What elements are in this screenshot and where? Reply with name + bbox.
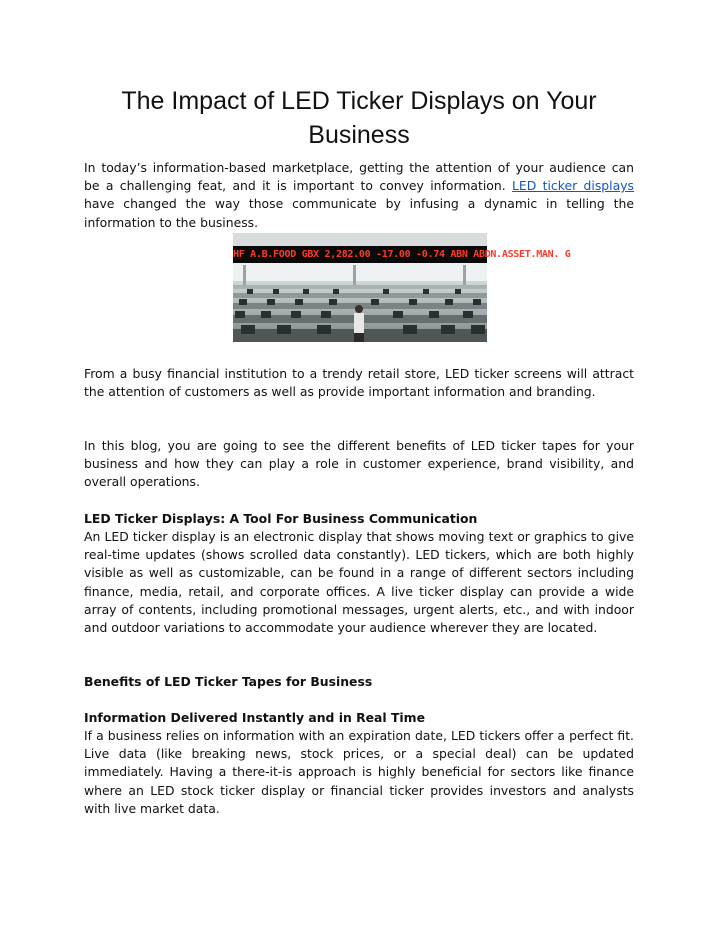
section-heading-benefits: Benefits of LED Ticker Tapes for Business	[84, 674, 373, 689]
paragraph-2: From a busy financial institution to a trendy retail store, LED ticker screens will attract the attention of customers as well as provide important information and branding.	[84, 366, 634, 400]
page-title: The Impact of LED Ticker Displays on Your Business	[121, 87, 597, 149]
trading-floor-photo	[233, 233, 571, 342]
section-heading-communication: LED Ticker Displays: A Tool For Business Communication	[84, 511, 478, 526]
intro-text-after: have changed the way those communicate by infusing a dynamic in telling the information to the business.	[84, 196, 634, 230]
office-scene-icon	[233, 233, 487, 342]
paragraph-3: In this blog, you are going to see the different benefits of LED ticker tapes for your business and how they can play a role in customer experience, brand visibility, and overall operations.	[84, 438, 634, 490]
subsection-heading-realtime: Information Delivered Instantly and in Real Time	[84, 710, 425, 725]
ticker-text: HF A.B.FOOD GBX 2,282.00 -17.00 -0.74 ABN ABDN.ASSET.MAN. G	[233, 249, 571, 260]
paragraph-5: If a business relies on information with an expiration date, LED tickers offer a perfect fit. Live data (like breaking news, stock prices, or a special deal) can be updated immediately. Having a there-it-is approach is highly beneficial for sectors like finance where an LED stock ticker display or financial ticker provides investors and analysts with live market data.	[84, 728, 634, 816]
paragraph-4: An LED ticker display is an electronic display that shows moving text or graphics to give real-time updates (shows scrolled data constantly). LED tickers, which are both highly visible as well as customizable, can be found in a range of different sectors including finance, media, retail, and corporate offices. A live ticker display can provide a wide array of contents, including promotional messages, urgent alerts, etc., and with indoor and outdoor variations to accommodate your audience wherever they are located.	[84, 529, 634, 636]
led-ticker-displays-link[interactable]: LED ticker displays	[512, 178, 634, 194]
intro-paragraph	[84, 159, 634, 232]
intro-text-before: In today’s information-based marketplace, getting the attention of your audience can be a challenging feat, and it is important to convey information.	[84, 160, 634, 194]
